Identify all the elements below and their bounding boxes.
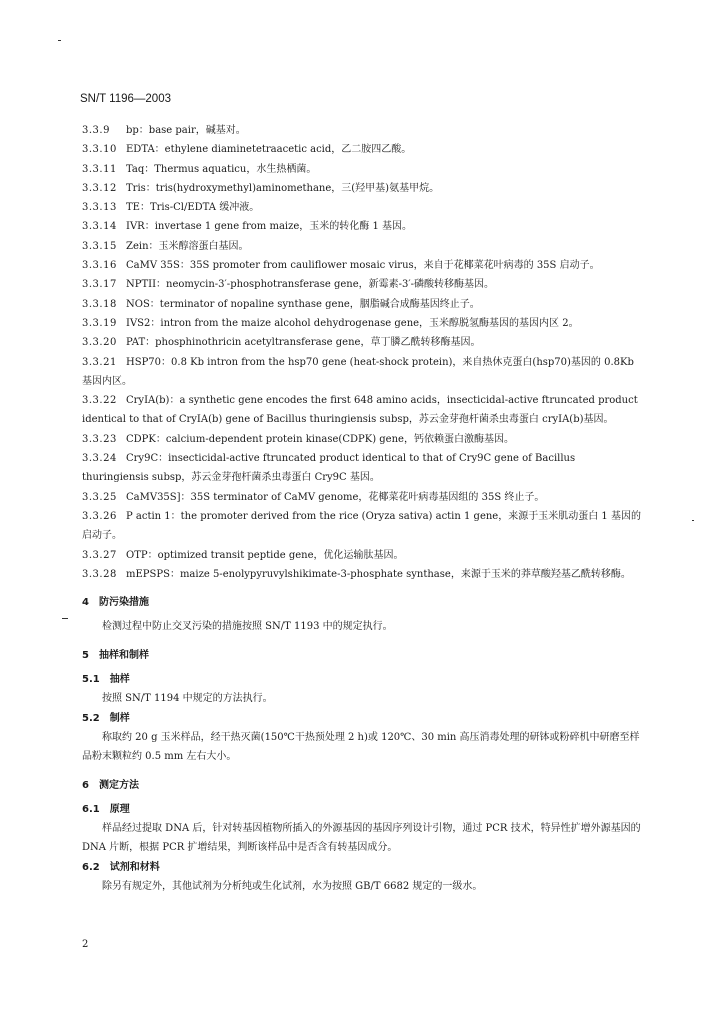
definition-text: CaMV 35S：35S promoter from cauliflower mosaic virus，来自于花椰菜花叶病毒的 35S 启动子。 [126, 260, 600, 272]
definition-number: 3.3.23 [82, 433, 117, 445]
definition-item [82, 121, 644, 140]
definition-item [82, 488, 644, 507]
definition-number: 3.3.15 [82, 240, 117, 252]
section-5-1-heading: 5.1 抽样 [82, 674, 130, 686]
definition-text: IVR：invertase 1 gene from maize，玉米的转化酶 1 基因。 [126, 221, 413, 233]
section-6-heading: 6 测定方法 [82, 779, 139, 791]
scan-speck [692, 520, 694, 521]
section-5-2-heading: 5.2 制样 [82, 712, 130, 724]
document-body [82, 121, 644, 896]
definition-item [82, 198, 644, 217]
definition-item [82, 295, 644, 314]
definition-number: 3.3.10 [82, 144, 117, 156]
definition-number: 3.3.25 [82, 491, 117, 503]
scan-speck [58, 40, 61, 41]
definition-number: 3.3.21 [82, 356, 117, 368]
definition-text: NOS：terminator of nopaline synthase gene，胭脂碱合成酶基因终止子。 [126, 298, 480, 310]
definition-text: CDPK：calcium-dependent protein kinase(CDPK) gene，钙依赖蛋白激酶基因。 [126, 433, 514, 445]
definition-item [82, 237, 644, 256]
page-number: 2 [82, 939, 89, 950]
definition-text: OTP：optimized transit peptide gene，优化运输肽基因。 [126, 549, 404, 561]
definition-text: Taq：Thermus aquaticu，水生热栖菌。 [126, 163, 317, 175]
definition-number: 3.3.24 [82, 453, 117, 465]
definition-number: 3.3.17 [82, 279, 117, 291]
definition-item [82, 314, 644, 333]
definition-item [82, 160, 644, 179]
definition-text: P actin 1：the promoter derived from the rice (Oryza sativa) actin 1 gene，来源于玉米肌动蛋白 1 基因的启动子。 [82, 510, 641, 542]
definition-number: 3.3.14 [82, 221, 117, 233]
definition-number: 3.3.9 [82, 125, 110, 136]
section-6-1-text: 样品经过提取 DNA 后，针对转基因植物所插入的外源基因的基因序列设计引物，通过 PCR 技术，特异性扩增外源基因的 DNA 片断，根据 PCR 扩增结果，判断该样品中是否含有转基因成分。 [82, 823, 641, 854]
definition-text: Zein：玉米醇溶蛋白基因。 [126, 240, 249, 252]
definition-number: 3.3.19 [82, 317, 117, 329]
section-5-1-text: 按照 SN/T 1194 中规定的方法执行。 [102, 693, 273, 705]
definition-number: 3.3.26 [82, 510, 117, 522]
definition-text: bp：base pair，碱基对。 [126, 125, 246, 136]
definition-text: EDTA：ethylene diaminetetraacetic acid，乙二胺四乙酸。 [126, 144, 412, 156]
definition-item [82, 546, 644, 565]
definition-text: CaMV35S]：35S terminator of CaMV genome，花椰菜花叶病毒基因组的 35S 终止子。 [126, 491, 545, 503]
definition-item [82, 140, 644, 159]
scan-speck [62, 618, 68, 619]
definition-text: Tris：tris(hydroxymethyl)aminomethane，三(羟甲基)氨基甲烷。 [126, 182, 440, 194]
definition-item [82, 256, 644, 275]
definition-item [82, 217, 644, 236]
definition-item [82, 333, 644, 352]
definition-number: 3.3.27 [82, 549, 117, 561]
definition-item [82, 430, 644, 449]
section-6-1-heading: 6.1 原理 [82, 803, 130, 815]
definition-text: NPTII：neomycin-3′-phosphotransferase gene，新霉素-3′-磷酸转移酶基因。 [126, 279, 495, 291]
definition-item [82, 353, 644, 392]
definition-item [82, 449, 644, 488]
definition-number: 3.3.18 [82, 298, 117, 310]
definition-number: 3.3.11 [82, 163, 117, 175]
definition-item [82, 507, 644, 546]
definition-text: PAT：phosphinothricin acetyltransferase gene，草丁膦乙酰转移酶基因。 [126, 337, 481, 349]
definition-text: HSP70：0.8 Kb intron from the hsp70 gene (heat-shock protein)，来自热休克蛋白(hsp70)基因的 0.8Kb 基因内区。 [82, 356, 634, 387]
definition-number: 3.3.28 [82, 568, 117, 580]
section-4-heading: 4 防污染措施 [82, 597, 149, 609]
definition-item [82, 565, 644, 584]
definition-item [82, 275, 644, 294]
definition-text: TE：Tris-Cl/EDTA 缓冲液。 [126, 202, 260, 214]
section-5-2-text: 称取约 20 g 玉米样品，经干热灭菌(150℃干热预处理 2 h)或 120℃、30 min 高压消毒处理的研钵或粉碎机中研磨至样品粉末颗粒约 0.5 mm 左右大小。 [82, 731, 640, 763]
definition-text: IVS2：intron from the maize alcohol dehydrogenase gene，玉米醇脱氢酶基因的基因内区 2。 [126, 317, 579, 329]
standard-header: SN/T 1196—2003 [80, 93, 171, 105]
definition-number: 3.3.16 [82, 260, 117, 272]
definition-item [82, 391, 644, 430]
section-4-text: 检测过程中防止交叉污染的措施按照 SN/T 1193 中的规定执行。 [102, 621, 393, 633]
section-6-2-text: 除另有规定外，其他试剂为分析纯或生化试剂，水为按照 GB/T 6682 规定的一级水。 [102, 880, 483, 892]
definition-number: 3.3.13 [82, 202, 117, 214]
definition-number: 3.3.12 [82, 182, 117, 194]
definition-text: mEPSPS：maize 5-enolypyruvylshikimate-3-phosphate synthase，来源于玉米的莽草酸羟基乙酰转移酶。 [126, 568, 631, 580]
section-5-heading: 5 抽样和制样 [82, 649, 149, 661]
definition-item [82, 179, 644, 198]
definition-number: 3.3.20 [82, 337, 117, 349]
definition-number: 3.3.22 [82, 395, 117, 407]
definition-text: Cry9C：insecticidal-active ftruncated product identical to that of Cry9C gene of Bacillus thuringiensis subsp，苏云金芽孢杆菌杀虫毒蛋白 Cry9C 基因。 [82, 453, 576, 484]
definition-text: CryIA(b)：a synthetic gene encodes the first 648 amino acids，insecticidal-active ftruncated product identical to that of CryIA(b) gene of Bacillus thuringiensis subsp，苏云金芽孢杆菌杀虫毒蛋白 cryIA(b)基因。 [82, 395, 638, 426]
section-6-2-heading: 6.2 试剂和材料 [82, 861, 160, 873]
